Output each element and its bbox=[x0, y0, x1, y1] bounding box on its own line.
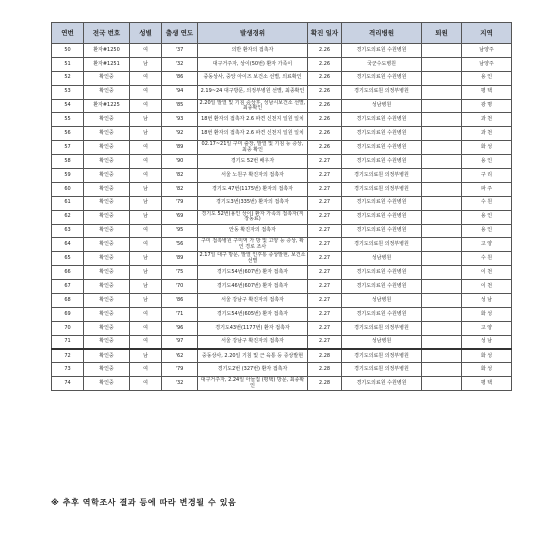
table-row bbox=[52, 169, 512, 183]
cell-route: 경기도 47번(1175번) 환자의 접촉자 bbox=[198, 182, 308, 196]
header-route: 발생경위 bbox=[198, 23, 308, 44]
cell-region: 화 성 bbox=[462, 307, 512, 321]
cell-year: '79 bbox=[162, 196, 198, 210]
table-row bbox=[52, 141, 512, 155]
cell-discharge bbox=[422, 57, 462, 71]
cell-id: 확인중 bbox=[84, 280, 130, 294]
cell-id: 확인중 bbox=[84, 321, 130, 335]
cell-region: 수 원 bbox=[462, 252, 512, 266]
header-region: 지역 bbox=[462, 23, 512, 44]
cell-id: 확인중 bbox=[84, 196, 130, 210]
cell-hospital: 경기도의료원 수원병원 bbox=[342, 71, 422, 85]
cell-discharge bbox=[422, 252, 462, 266]
cell-region: 용 인 bbox=[462, 71, 512, 85]
cell-discharge bbox=[422, 321, 462, 335]
cell-hospital: 경기도의료원 수원병원 bbox=[342, 307, 422, 321]
cell-no: 73 bbox=[52, 363, 84, 377]
cell-no: 69 bbox=[52, 307, 84, 321]
table-row bbox=[52, 57, 512, 71]
header-sex: 성별 bbox=[130, 23, 162, 44]
cell-sex: 여 bbox=[130, 377, 162, 391]
cell-discharge bbox=[422, 238, 462, 252]
cell-sex: 여 bbox=[130, 335, 162, 349]
cell-sex: 남 bbox=[130, 113, 162, 127]
cell-discharge bbox=[422, 335, 462, 349]
cell-year: '75 bbox=[162, 266, 198, 280]
cell-year: '90 bbox=[162, 155, 198, 169]
table-row bbox=[52, 113, 512, 127]
cell-hospital: 경기도의료원 수원병원 bbox=[342, 196, 422, 210]
cell-date: 2.27 bbox=[308, 266, 342, 280]
cell-year: '85 bbox=[162, 99, 198, 113]
cell-route: 경기도43번(1177번) 환자 접촉자 bbox=[198, 321, 308, 335]
cell-discharge bbox=[422, 127, 462, 141]
cell-date: 2.27 bbox=[308, 294, 342, 308]
cell-sex: 남 bbox=[130, 57, 162, 71]
cell-year: '82 bbox=[162, 182, 198, 196]
cell-date: 2.27 bbox=[308, 335, 342, 349]
cell-date: 2.27 bbox=[308, 252, 342, 266]
table-row bbox=[52, 321, 512, 335]
cell-route: 대구거주자, 상이(50번) 환자 가족이 bbox=[198, 57, 308, 71]
cell-discharge bbox=[422, 113, 462, 127]
cell-no: 67 bbox=[52, 280, 84, 294]
cell-sex: 남 bbox=[130, 294, 162, 308]
cell-discharge bbox=[422, 280, 462, 294]
cell-hospital: 경기도의료원 수원병원 bbox=[342, 141, 422, 155]
cell-route: 경기도54번(605번) 환자 접촉자 bbox=[198, 307, 308, 321]
table-row bbox=[52, 71, 512, 85]
cell-discharge bbox=[422, 377, 462, 391]
cell-year: '89 bbox=[162, 141, 198, 155]
cell-route: 구미 접촉병원 구미역 가 방 및 고양 등 증상, 확인 경로 조사 bbox=[198, 238, 308, 252]
cell-sex: 여 bbox=[130, 141, 162, 155]
table-row bbox=[52, 363, 512, 377]
cell-year: '70 bbox=[162, 280, 198, 294]
cell-date: 2.28 bbox=[308, 363, 342, 377]
cell-id: 확인중 bbox=[84, 363, 130, 377]
cell-route: 서울 강남구 확진자의 접촉자 bbox=[198, 335, 308, 349]
cell-no: 70 bbox=[52, 321, 84, 335]
cell-id: 확인중 bbox=[84, 252, 130, 266]
cell-no: 60 bbox=[52, 182, 84, 196]
cell-region: 화 성 bbox=[462, 141, 512, 155]
cell-region: 고 양 bbox=[462, 321, 512, 335]
cell-discharge bbox=[422, 155, 462, 169]
cell-route: 대구거주자, 2.24일 아들집 (평택) 방문, 최종확인 bbox=[198, 377, 308, 391]
cell-no: 53 bbox=[52, 85, 84, 99]
cell-year: '79 bbox=[162, 363, 198, 377]
table-row bbox=[52, 349, 512, 363]
cell-hospital: 국군수도병원 bbox=[342, 57, 422, 71]
cell-sex: 남 bbox=[130, 266, 162, 280]
cell-sex: 남 bbox=[130, 349, 162, 363]
cell-discharge bbox=[422, 294, 462, 308]
cell-hospital: 경기도의료원 수원병원 bbox=[342, 155, 422, 169]
cell-region: 평 택 bbox=[462, 377, 512, 391]
cell-date: 2.27 bbox=[308, 307, 342, 321]
cell-hospital: 경기도의료원 수원병원 bbox=[342, 44, 422, 58]
cell-region: 과 천 bbox=[462, 127, 512, 141]
cell-date: 2.26 bbox=[308, 71, 342, 85]
cell-route: 경기도46번(607번) 환자 접촉자 bbox=[198, 280, 308, 294]
cell-route: 서울 강남구 확진자의 접촉자 bbox=[198, 294, 308, 308]
table-row bbox=[52, 44, 512, 58]
header-birth-year: 출생 연도 bbox=[162, 23, 198, 44]
cell-route: 02.17~21일 구미 출장, 발열 및 기침 등 증상, 최종 확인 bbox=[198, 141, 308, 155]
cell-hospital: 성남병원 bbox=[342, 294, 422, 308]
cell-sex: 여 bbox=[130, 99, 162, 113]
cell-no: 64 bbox=[52, 238, 84, 252]
cell-no: 58 bbox=[52, 155, 84, 169]
cell-sex: 여 bbox=[130, 169, 162, 183]
table-row bbox=[52, 224, 512, 238]
cell-discharge bbox=[422, 182, 462, 196]
cell-year: '86 bbox=[162, 294, 198, 308]
cell-no: 55 bbox=[52, 113, 84, 127]
cell-sex: 여 bbox=[130, 85, 162, 99]
cell-id: 확인중 bbox=[84, 307, 130, 321]
cell-region: 파 주 bbox=[462, 182, 512, 196]
cell-id: 확인중 bbox=[84, 210, 130, 224]
cell-year: '95 bbox=[162, 224, 198, 238]
header-hospital: 격리병원 bbox=[342, 23, 422, 44]
table-row bbox=[52, 182, 512, 196]
cell-no: 56 bbox=[52, 127, 84, 141]
cell-hospital: 경기도의료원 의정부병원 bbox=[342, 238, 422, 252]
cell-sex: 여 bbox=[130, 71, 162, 85]
cell-hospital: 경기도의료원 의정부병원 bbox=[342, 363, 422, 377]
cell-sex: 남 bbox=[130, 182, 162, 196]
cell-no: 66 bbox=[52, 266, 84, 280]
cell-hospital: 경기도의료원 수원병원 bbox=[342, 113, 422, 127]
cell-no: 72 bbox=[52, 349, 84, 363]
cell-id: 확인중 bbox=[84, 113, 130, 127]
cell-discharge bbox=[422, 224, 462, 238]
table-row bbox=[52, 280, 512, 294]
cell-id: 확인중 bbox=[84, 335, 130, 349]
cell-id: 확인중 bbox=[84, 349, 130, 363]
cell-no: 65 bbox=[52, 252, 84, 266]
cell-hospital: 경기도의료원 의정부병원 bbox=[342, 321, 422, 335]
cell-year: '96 bbox=[162, 321, 198, 335]
cell-region: 과 천 bbox=[462, 113, 512, 127]
cell-hospital: 성남병원 bbox=[342, 335, 422, 349]
cell-date: 2.27 bbox=[308, 169, 342, 183]
cell-year: '71 bbox=[162, 307, 198, 321]
cell-no: 54 bbox=[52, 99, 84, 113]
cell-route: 서울 노원구 확진자의 접촉자 bbox=[198, 169, 308, 183]
cell-date: 2.27 bbox=[308, 321, 342, 335]
cell-route: 18번 환자의 접촉자 2.6 파견 신천지 일원 일치 bbox=[198, 127, 308, 141]
cell-id: 확인중 bbox=[84, 224, 130, 238]
cell-date: 2.27 bbox=[308, 210, 342, 224]
cell-route: 의반 환자의 접촉자 bbox=[198, 44, 308, 58]
cell-region: 용 인 bbox=[462, 224, 512, 238]
cell-no: 57 bbox=[52, 141, 84, 155]
cell-sex: 남 bbox=[130, 127, 162, 141]
cell-route: 2.17일 대구 방문, 발열 인후통 증상발현, 보건소 선별 bbox=[198, 252, 308, 266]
cell-date: 2.26 bbox=[308, 113, 342, 127]
cell-id: 확인중 bbox=[84, 85, 130, 99]
cell-date: 2.26 bbox=[308, 57, 342, 71]
confirmed-cases-table bbox=[51, 22, 512, 391]
cell-year: '37 bbox=[162, 44, 198, 58]
cell-year: '86 bbox=[162, 71, 198, 85]
cell-id: 확인중 bbox=[84, 294, 130, 308]
cell-discharge bbox=[422, 71, 462, 85]
cell-region: 성 남 bbox=[462, 294, 512, 308]
cell-region: 이 천 bbox=[462, 280, 512, 294]
cell-sex: 여 bbox=[130, 307, 162, 321]
cell-no: 68 bbox=[52, 294, 84, 308]
cell-discharge bbox=[422, 169, 462, 183]
cell-date: 2.27 bbox=[308, 182, 342, 196]
cell-route: 경기도3번(335번) 환자의 접촉자 bbox=[198, 196, 308, 210]
cell-region: 고 양 bbox=[462, 238, 512, 252]
cell-sex: 여 bbox=[130, 155, 162, 169]
table-row bbox=[52, 196, 512, 210]
cell-hospital: 경기도의료원 수원병원 bbox=[342, 266, 422, 280]
cell-hospital: 경기도의료원 수원병원 bbox=[342, 224, 422, 238]
table-row bbox=[52, 238, 512, 252]
cell-no: 71 bbox=[52, 335, 84, 349]
table-row bbox=[52, 252, 512, 266]
footnote: ※ 추후 역학조사 결과 등에 따라 변경될 수 있음 bbox=[51, 498, 237, 507]
cell-year: '69 bbox=[162, 210, 198, 224]
cell-region: 이 천 bbox=[462, 266, 512, 280]
cell-hospital: 경기도의료원 수원병원 bbox=[342, 280, 422, 294]
cell-region: 수 원 bbox=[462, 196, 512, 210]
cell-sex: 여 bbox=[130, 321, 162, 335]
cell-sex: 남 bbox=[130, 252, 162, 266]
header-no: 연번 bbox=[52, 23, 84, 44]
cell-discharge bbox=[422, 349, 462, 363]
table-row bbox=[52, 210, 512, 224]
cell-sex: 여 bbox=[130, 238, 162, 252]
cell-sex: 남 bbox=[130, 210, 162, 224]
cell-id: 확인중 bbox=[84, 182, 130, 196]
cell-id: 확인중 bbox=[84, 169, 130, 183]
cell-region: 남양주 bbox=[462, 57, 512, 71]
cell-hospital: 경기도의료원 의정부병원 bbox=[342, 169, 422, 183]
cell-discharge bbox=[422, 85, 462, 99]
cell-hospital: 경기도의료원 수원병원 bbox=[342, 127, 422, 141]
header-national-id: 전국 번호 bbox=[84, 23, 130, 44]
table-row bbox=[52, 266, 512, 280]
cell-id: 환자#1251 bbox=[84, 57, 130, 71]
cell-date: 2.27 bbox=[308, 280, 342, 294]
cell-discharge bbox=[422, 307, 462, 321]
cell-region: 용 인 bbox=[462, 155, 512, 169]
cell-route: 경기도 52번(용인 상이) 환자 가족의 접촉자(직장동료) bbox=[198, 210, 308, 224]
cell-discharge bbox=[422, 44, 462, 58]
cell-no: 59 bbox=[52, 169, 84, 183]
cell-id: 환자#1250 bbox=[84, 44, 130, 58]
cell-date: 2.26 bbox=[308, 99, 342, 113]
cell-no: 62 bbox=[52, 210, 84, 224]
cell-date: 2.27 bbox=[308, 196, 342, 210]
table-header-row bbox=[52, 23, 512, 44]
cell-route: 중동상사, 2.20일 기침 및 근 육통 등 증상발현 bbox=[198, 349, 308, 363]
cell-region: 구 리 bbox=[462, 169, 512, 183]
cell-id: 확인중 bbox=[84, 266, 130, 280]
cell-date: 2.28 bbox=[308, 349, 342, 363]
cell-route: 경기도2번 (327번) 환자 접촉자 bbox=[198, 363, 308, 377]
cell-region: 성 남 bbox=[462, 335, 512, 349]
table-body bbox=[52, 44, 512, 391]
cell-date: 2.27 bbox=[308, 224, 342, 238]
cell-year: '82 bbox=[162, 169, 198, 183]
header-confirm-date: 확진 일자 bbox=[308, 23, 342, 44]
cell-year: '62 bbox=[162, 349, 198, 363]
cell-region: 화 성 bbox=[462, 349, 512, 363]
cell-route: 안동 확진자의 접촉자 bbox=[198, 224, 308, 238]
table-row bbox=[52, 294, 512, 308]
cell-date: 2.26 bbox=[308, 44, 342, 58]
table-row bbox=[52, 99, 512, 113]
cell-no: 61 bbox=[52, 196, 84, 210]
cell-hospital: 경기도의료원 수원병원 bbox=[342, 210, 422, 224]
header-discharge: 퇴원 bbox=[422, 23, 462, 44]
cell-no: 50 bbox=[52, 44, 84, 58]
cell-route: 2.19~24 대구방문, 의정부병원 선별, 최종확인 bbox=[198, 85, 308, 99]
cell-id: 확인중 bbox=[84, 155, 130, 169]
cell-year: '56 bbox=[162, 238, 198, 252]
cell-year: '92 bbox=[162, 127, 198, 141]
cell-date: 2.28 bbox=[308, 377, 342, 391]
table-row bbox=[52, 85, 512, 99]
cell-year: '97 bbox=[162, 335, 198, 349]
cell-discharge bbox=[422, 266, 462, 280]
cell-id: 확인중 bbox=[84, 71, 130, 85]
cell-discharge bbox=[422, 196, 462, 210]
cell-id: 확인중 bbox=[84, 377, 130, 391]
cell-no: 63 bbox=[52, 224, 84, 238]
cell-discharge bbox=[422, 363, 462, 377]
cell-discharge bbox=[422, 210, 462, 224]
cell-year: '89 bbox=[162, 252, 198, 266]
cell-route: 경기도 52번 배우자 bbox=[198, 155, 308, 169]
cell-region: 광 명 bbox=[462, 99, 512, 113]
cell-sex: 남 bbox=[130, 196, 162, 210]
cell-hospital: 경기도의료원 의정부병원 bbox=[342, 85, 422, 99]
cell-id: 환자#1225 bbox=[84, 99, 130, 113]
table-row bbox=[52, 335, 512, 349]
cell-date: 2.26 bbox=[308, 85, 342, 99]
table-row bbox=[52, 127, 512, 141]
cell-discharge bbox=[422, 99, 462, 113]
cell-region: 남양주 bbox=[462, 44, 512, 58]
cell-route: 경기도54번(607번) 환자 접촉자 bbox=[198, 266, 308, 280]
table-row bbox=[52, 377, 512, 391]
cell-route: 18번 환자의 접촉자 2.6 파견 신천지 일원 일치 bbox=[198, 113, 308, 127]
cell-hospital: 경기도의료원 의정부병원 bbox=[342, 349, 422, 363]
cell-year: '32 bbox=[162, 377, 198, 391]
cell-route: 2.20일 발열 및 기침 증상후, 성남시보건소 선별, 최종확인 bbox=[198, 99, 308, 113]
cell-id: 확인중 bbox=[84, 238, 130, 252]
cell-sex: 여 bbox=[130, 44, 162, 58]
cell-no: 52 bbox=[52, 71, 84, 85]
cell-year: '32 bbox=[162, 57, 198, 71]
table-row bbox=[52, 307, 512, 321]
cell-region: 용 인 bbox=[462, 210, 512, 224]
cell-sex: 남 bbox=[130, 280, 162, 294]
cell-year: '94 bbox=[162, 85, 198, 99]
cell-route: 중동상사, 중앙 아이즈 보건소 선별, 의료확인 bbox=[198, 71, 308, 85]
cell-sex: 여 bbox=[130, 224, 162, 238]
table-row bbox=[52, 155, 512, 169]
cell-date: 2.27 bbox=[308, 238, 342, 252]
cell-hospital: 성남병원 bbox=[342, 99, 422, 113]
cell-region: 화 성 bbox=[462, 363, 512, 377]
cell-year: '93 bbox=[162, 113, 198, 127]
cell-hospital: 경기도의료원 의정부병원 bbox=[342, 182, 422, 196]
cell-date: 2.27 bbox=[308, 155, 342, 169]
cell-no: 51 bbox=[52, 57, 84, 71]
cell-discharge bbox=[422, 141, 462, 155]
cell-sex: 여 bbox=[130, 363, 162, 377]
cell-region: 평 택 bbox=[462, 85, 512, 99]
cell-hospital: 성남병원 bbox=[342, 252, 422, 266]
cell-date: 2.26 bbox=[308, 127, 342, 141]
cell-no: 74 bbox=[52, 377, 84, 391]
cell-date: 2.26 bbox=[308, 141, 342, 155]
cell-hospital: 경기도의료원 수원병원 bbox=[342, 377, 422, 391]
cell-id: 확인중 bbox=[84, 141, 130, 155]
cell-id: 확인중 bbox=[84, 127, 130, 141]
